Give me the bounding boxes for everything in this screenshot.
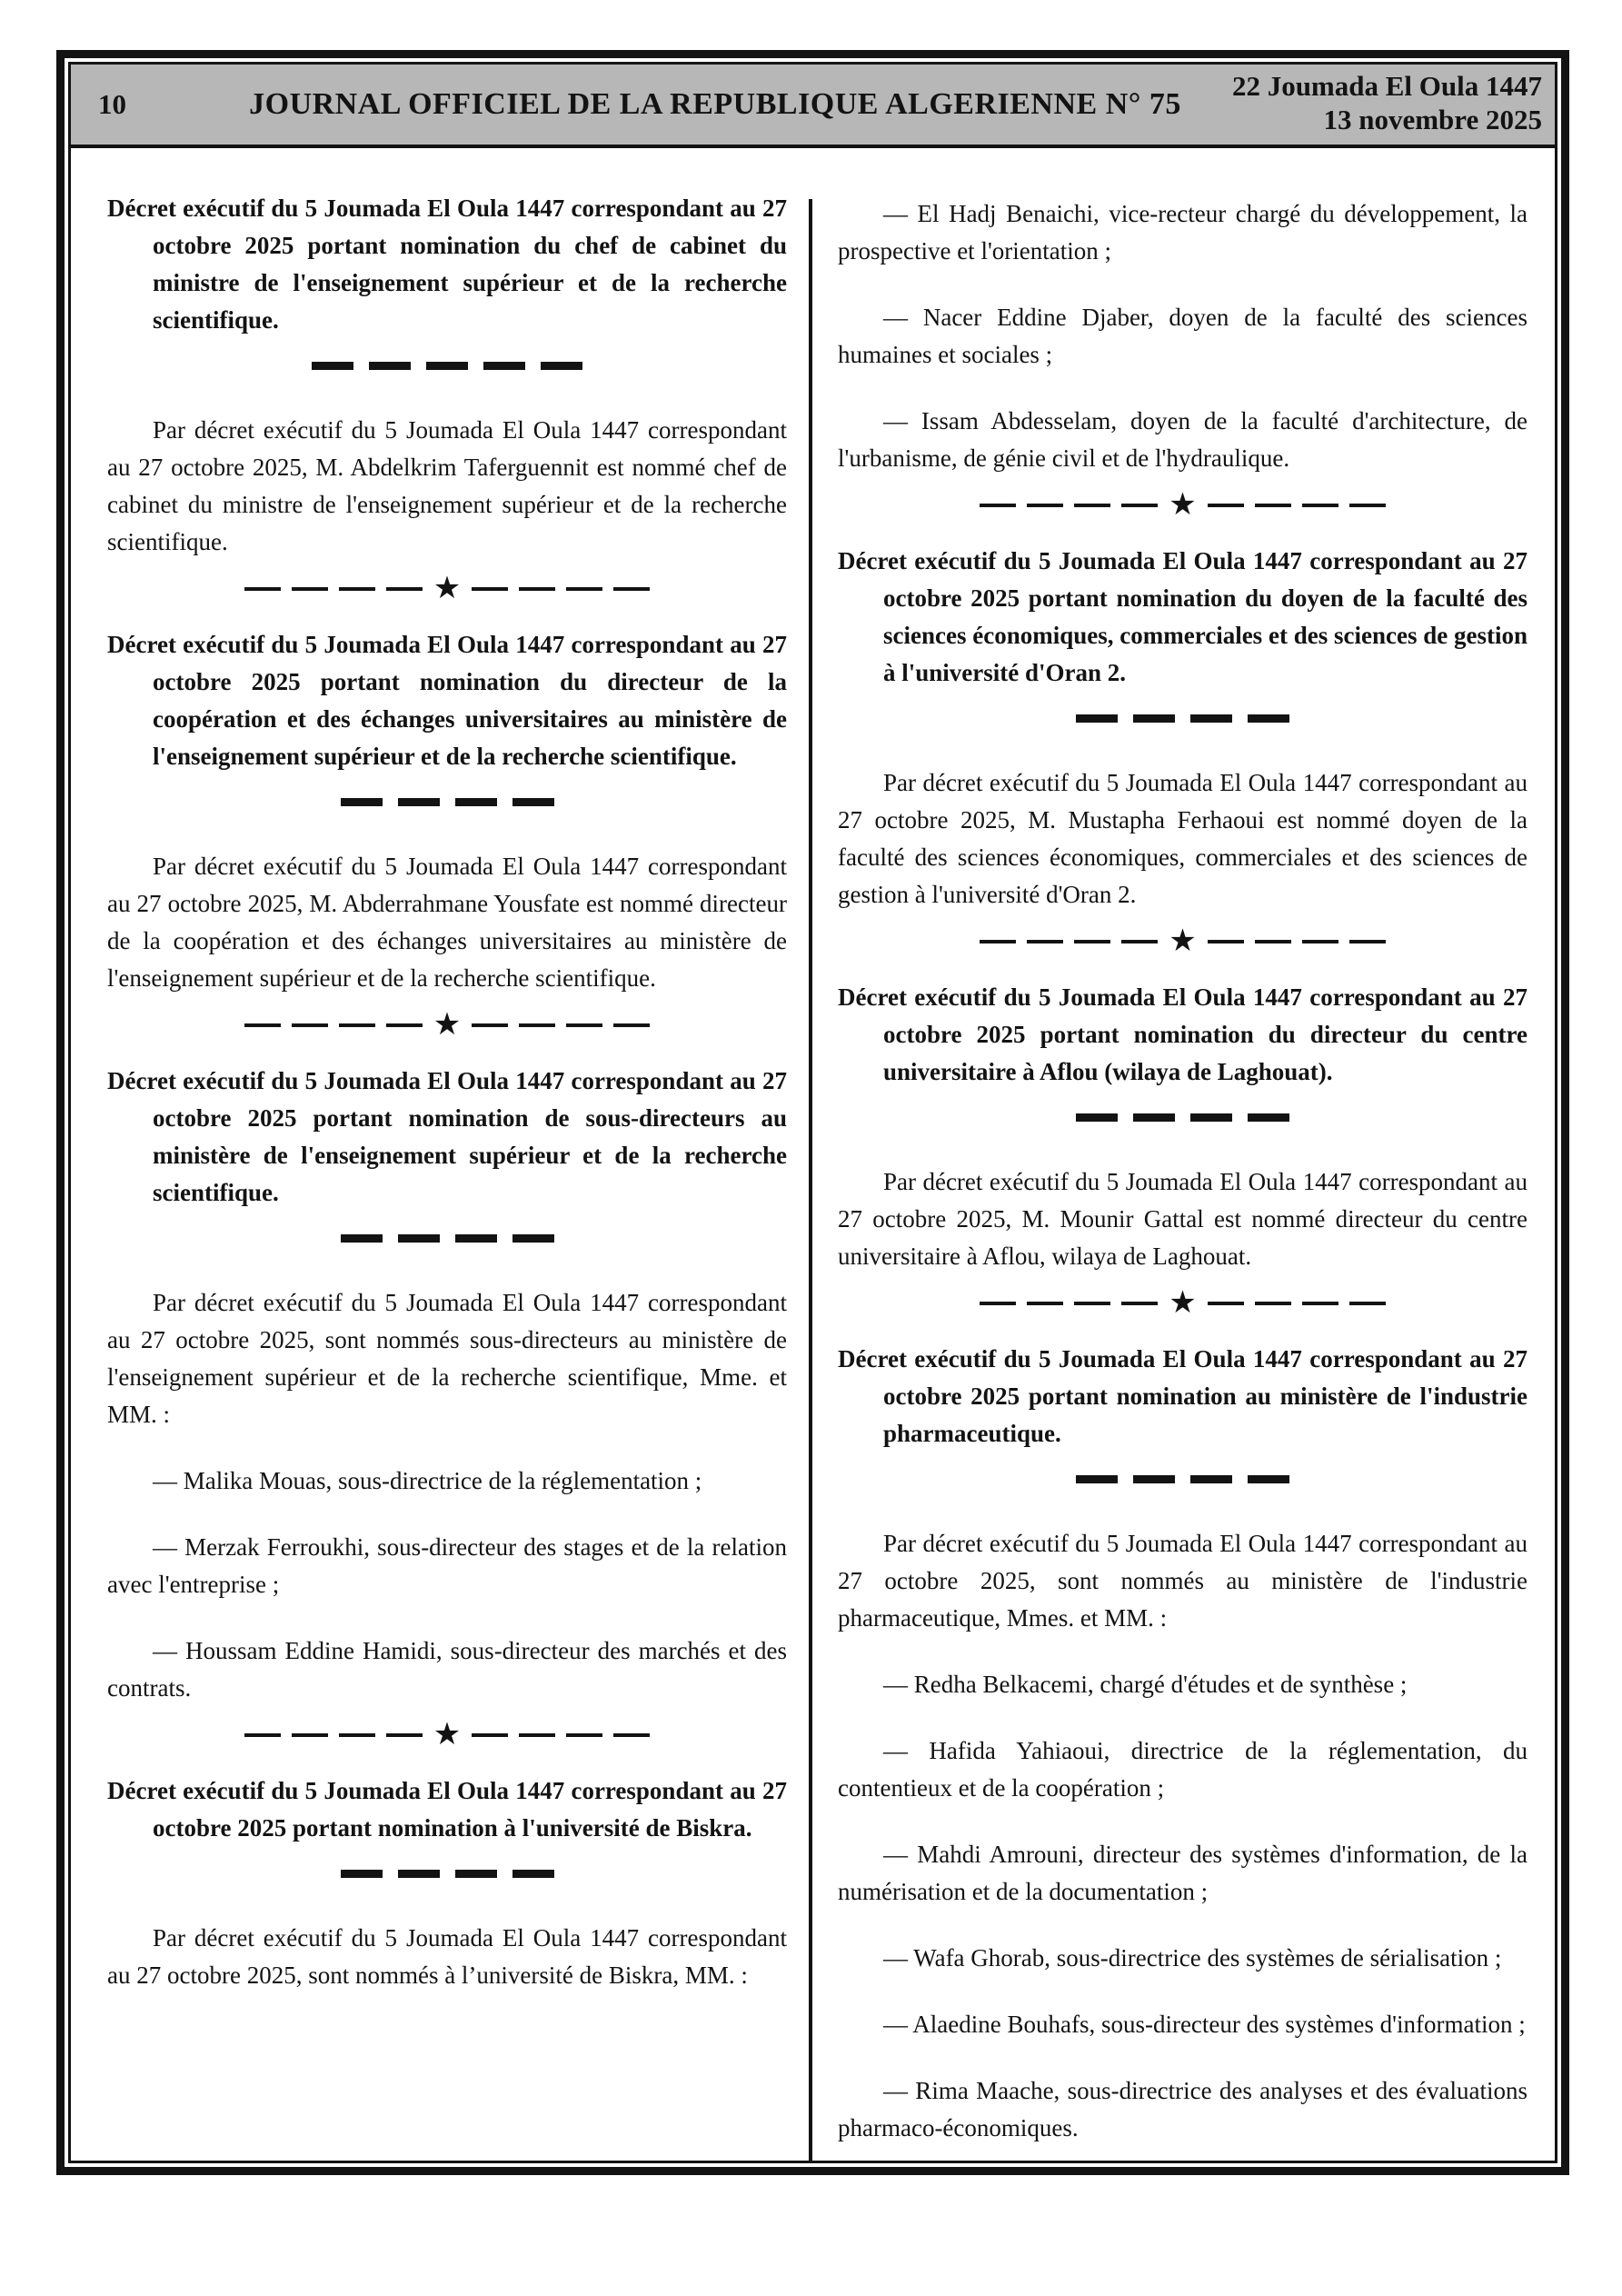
date-hijri: 22 Joumada El Oula 1447 bbox=[1231, 70, 1542, 102]
dash-segment bbox=[426, 362, 468, 370]
decree-paragraph: Par décret exécutif du 5 Joumada El Oula 1447 correspondant au 27 octobre 2025, sont nommés au ministère de l'industrie pharmaceutique, Mmes. et MM. : bbox=[838, 1530, 1527, 1632]
dash-segment bbox=[980, 504, 1016, 507]
dash-segment bbox=[1208, 940, 1244, 943]
column-left bbox=[71, 148, 809, 2161]
dash-segment bbox=[1302, 1302, 1338, 1305]
star-icon: ★ bbox=[433, 1008, 462, 1042]
dash-segment bbox=[483, 362, 525, 370]
nominee-item: — Merzak Ferroukhi, sous-directeur des stages et de la relation avec l'entreprise ; bbox=[107, 1533, 787, 1598]
nominee-item: — Wafa Ghorab, sous-directrice des systèmes de sérialisation ; bbox=[883, 1944, 1502, 1972]
dash-segment bbox=[398, 798, 440, 806]
dash-separator bbox=[107, 355, 787, 375]
star-icon: ★ bbox=[1169, 924, 1197, 958]
date-gregorian: 13 novembre 2025 bbox=[1323, 104, 1542, 136]
dash-segment bbox=[1349, 504, 1386, 507]
dash-separator bbox=[107, 1228, 787, 1248]
decree-paragraph: Par décret exécutif du 5 Joumada El Oula 1447 correspondant au 27 octobre 2025, M. Mustapha Ferhaoui est nommé doyen de la faculté des sciences économiques, commerciales et des sciences de gestion à l'université d'Oran 2. bbox=[838, 769, 1527, 908]
dash-segment bbox=[1121, 504, 1158, 507]
decree-heading: Décret exécutif du 5 Joumada El Oula 1447 correspondant au 27 octobre 2025 portant nomination du chef de cabinet du ministre de l'enseignement supérieur et de la recherche scientifique. bbox=[107, 195, 787, 334]
page-number: 10 bbox=[98, 88, 126, 120]
dash-segment bbox=[244, 1733, 281, 1737]
decree-heading: Décret exécutif du 5 Joumada El Oula 1447 correspondant au 27 octobre 2025 portant nomination au ministère de l'industrie pharmaceutique. bbox=[838, 1345, 1527, 1447]
dash-segment bbox=[1248, 1113, 1289, 1122]
dash-segment bbox=[980, 940, 1016, 943]
nominee-item: — Nacer Eddine Djaber, doyen de la faculté des sciences humaines et sociales ; bbox=[838, 304, 1527, 368]
nominee-item: — Mahdi Amrouni, directeur des systèmes d'information, de la numérisation et de la documentation ; bbox=[838, 1841, 1527, 1905]
dash-segment bbox=[1255, 940, 1291, 943]
dash-segment bbox=[1248, 1475, 1289, 1483]
dash-segment bbox=[1121, 1302, 1158, 1305]
dash-segment bbox=[1074, 1302, 1110, 1305]
dash-segment bbox=[1076, 1475, 1118, 1483]
decree-heading: Décret exécutif du 5 Joumada El Oula 1447 correspondant au 27 octobre 2025 portant nomination du directeur de la coopération et des échanges universitaires au ministère de l'enseignement supérieur et de la recherche scientifique. bbox=[107, 631, 787, 770]
star-separator bbox=[107, 1008, 787, 1042]
dash-separator bbox=[107, 1863, 787, 1883]
dash-segment bbox=[1074, 504, 1110, 507]
star-icon: ★ bbox=[1169, 1286, 1197, 1320]
dash-separator bbox=[838, 708, 1527, 728]
star-icon: ★ bbox=[1169, 488, 1197, 522]
dash-segment bbox=[369, 362, 411, 370]
decree-paragraph: Par décret exécutif du 5 Joumada El Oula 1447 correspondant au 27 octobre 2025, sont nommés à l’université de Biskra, MM. : bbox=[107, 1924, 787, 1989]
dash-segment bbox=[339, 1733, 375, 1737]
dash-segment bbox=[292, 1733, 328, 1737]
dash-segment bbox=[312, 362, 353, 370]
dash-segment bbox=[341, 1234, 383, 1243]
dash-segment bbox=[472, 587, 508, 591]
header-band bbox=[71, 65, 1555, 148]
page-frame bbox=[56, 50, 1569, 2175]
nominee-item: — Alaedine Bouhafs, sous-directeur des systèmes d'information ; bbox=[883, 2011, 1526, 2038]
dash-segment bbox=[1208, 504, 1244, 507]
dash-segment bbox=[613, 1733, 650, 1737]
decree-paragraph: Par décret exécutif du 5 Joumada El Oula 1447 correspondant au 27 octobre 2025, M. Abderrahmane Yousfate est nommé directeur de la coopération et des échanges universitaires au ministère de l'enseignement supérieur et de la recherche scientifique. bbox=[107, 853, 787, 992]
dash-segment bbox=[519, 1733, 555, 1737]
star-separator bbox=[838, 1286, 1527, 1320]
nominee-item: — Houssam Eddine Hamidi, sous-directeur des marchés et des contrats. bbox=[107, 1637, 787, 1702]
page-frame-inner bbox=[68, 62, 1557, 2163]
dash-segment bbox=[512, 1234, 554, 1243]
dash-segment bbox=[1190, 714, 1232, 723]
column-right bbox=[812, 148, 1555, 2161]
dash-segment bbox=[386, 587, 423, 591]
dash-segment bbox=[1255, 1302, 1291, 1305]
dash-segment bbox=[244, 587, 281, 591]
dash-segment bbox=[1302, 504, 1338, 507]
dash-segment bbox=[1027, 504, 1063, 507]
dash-segment bbox=[1133, 1113, 1175, 1122]
nominee-item: — Rima Maache, sous-directrice des analyses et des évaluations pharmaco-économiques. bbox=[838, 2077, 1527, 2141]
dash-segment bbox=[292, 587, 328, 591]
dash-segment bbox=[1074, 940, 1110, 943]
decree-heading: Décret exécutif du 5 Joumada El Oula 1447 correspondant au 27 octobre 2025 portant nomination du directeur du centre universitaire à Aflou (wilaya de Laghouat). bbox=[838, 983, 1527, 1085]
dash-segment bbox=[512, 798, 554, 806]
dash-segment bbox=[341, 798, 383, 806]
dash-segment bbox=[1255, 504, 1291, 507]
dash-segment bbox=[398, 1870, 440, 1878]
dash-segment bbox=[541, 362, 582, 370]
dash-segment bbox=[1190, 1475, 1232, 1483]
dash-segment bbox=[613, 587, 650, 591]
dash-segment bbox=[1208, 1302, 1244, 1305]
dash-segment bbox=[1190, 1113, 1232, 1122]
dash-segment bbox=[1076, 714, 1118, 723]
dash-segment bbox=[1027, 940, 1063, 943]
dash-segment bbox=[244, 1023, 281, 1027]
dash-segment bbox=[1302, 940, 1338, 943]
star-icon: ★ bbox=[433, 1718, 462, 1752]
dash-segment bbox=[386, 1023, 423, 1027]
star-separator bbox=[107, 572, 787, 605]
dash-separator bbox=[838, 1107, 1527, 1127]
dash-segment bbox=[519, 1023, 555, 1027]
dash-segment bbox=[1121, 940, 1158, 943]
dash-segment bbox=[1027, 1302, 1063, 1305]
dash-segment bbox=[613, 1023, 650, 1027]
dash-segment bbox=[1076, 1113, 1118, 1122]
star-separator bbox=[838, 488, 1527, 522]
nominee-item: — Issam Abdesselam, doyen de la faculté d'architecture, de l'urbanisme, de génie civil et de l'hydraulique. bbox=[838, 407, 1527, 472]
page-content bbox=[71, 148, 1555, 2161]
dash-segment bbox=[566, 1733, 602, 1737]
dash-segment bbox=[1349, 940, 1386, 943]
dash-segment bbox=[398, 1234, 440, 1243]
star-separator bbox=[838, 924, 1527, 958]
star-separator bbox=[107, 1718, 787, 1752]
dash-segment bbox=[455, 798, 497, 806]
decree-paragraph: Par décret exécutif du 5 Joumada El Oula 1447 correspondant au 27 octobre 2025, M. Mounir Gattal est nommé directeur du centre universitaire à Aflou, wilaya de Laghouat. bbox=[838, 1168, 1527, 1270]
dash-segment bbox=[341, 1870, 383, 1878]
journal-title: JOURNAL OFFICIEL DE LA REPUBLIQUE ALGERIENNE N° 75 bbox=[249, 87, 1181, 121]
dash-segment bbox=[980, 1302, 1016, 1305]
dash-segment bbox=[455, 1870, 497, 1878]
dash-segment bbox=[472, 1023, 508, 1027]
dash-separator bbox=[838, 1469, 1527, 1489]
dash-segment bbox=[1133, 714, 1175, 723]
nominee-item: — El Hadj Benaichi, vice-recteur chargé du développement, la prospective et l'orientation ; bbox=[838, 200, 1527, 265]
header-dates bbox=[1205, 65, 1555, 145]
dash-segment bbox=[292, 1023, 328, 1027]
star-icon: ★ bbox=[433, 572, 462, 605]
decree-paragraph: Par décret exécutif du 5 Joumada El Oula 1447 correspondant au 27 octobre 2025, M. Abdelkrim Taferguennit est nommé chef de cabinet du ministre de l'enseignement supérieur et de la recherche scientifique. bbox=[107, 416, 787, 555]
dash-segment bbox=[339, 587, 375, 591]
decree-heading: Décret exécutif du 5 Joumada El Oula 1447 correspondant au 27 octobre 2025 portant nomination du doyen de la faculté des sciences économiques, commerciales et des sciences de gestion à l'université d'Oran 2. bbox=[838, 547, 1527, 686]
dash-segment bbox=[566, 1023, 602, 1027]
dash-segment bbox=[455, 1234, 497, 1243]
dash-segment bbox=[1133, 1475, 1175, 1483]
nominee-item: — Redha Belkacemi, chargé d'études et de synthèse ; bbox=[883, 1671, 1408, 1698]
dash-segment bbox=[386, 1733, 423, 1737]
dash-separator bbox=[107, 792, 787, 812]
nominee-item: — Malika Mouas, sous-directrice de la réglementation ; bbox=[153, 1467, 702, 1494]
dash-segment bbox=[512, 1870, 554, 1878]
nominee-item: — Hafida Yahiaoui, directrice de la réglementation, du contentieux et de la coopération ; bbox=[838, 1737, 1527, 1802]
dash-segment bbox=[519, 587, 555, 591]
decree-heading: Décret exécutif du 5 Joumada El Oula 1447 correspondant au 27 octobre 2025 portant nomination de sous-directeurs au ministère de l'enseignement supérieur et de la recherche scientifique. bbox=[107, 1067, 787, 1206]
decree-paragraph: Par décret exécutif du 5 Joumada El Oula 1447 correspondant au 27 octobre 2025, sont nommés sous-directeurs au ministère de l'enseignement supérieur et de la recherche scientifique, Mme. et MM. : bbox=[107, 1289, 787, 1428]
dash-segment bbox=[1248, 714, 1289, 723]
dash-segment bbox=[339, 1023, 375, 1027]
dash-segment bbox=[566, 587, 602, 591]
dash-segment bbox=[472, 1733, 508, 1737]
dash-segment bbox=[1349, 1302, 1386, 1305]
decree-heading: Décret exécutif du 5 Joumada El Oula 1447 correspondant au 27 octobre 2025 portant nomination à l'université de Biskra. bbox=[107, 1777, 787, 1842]
